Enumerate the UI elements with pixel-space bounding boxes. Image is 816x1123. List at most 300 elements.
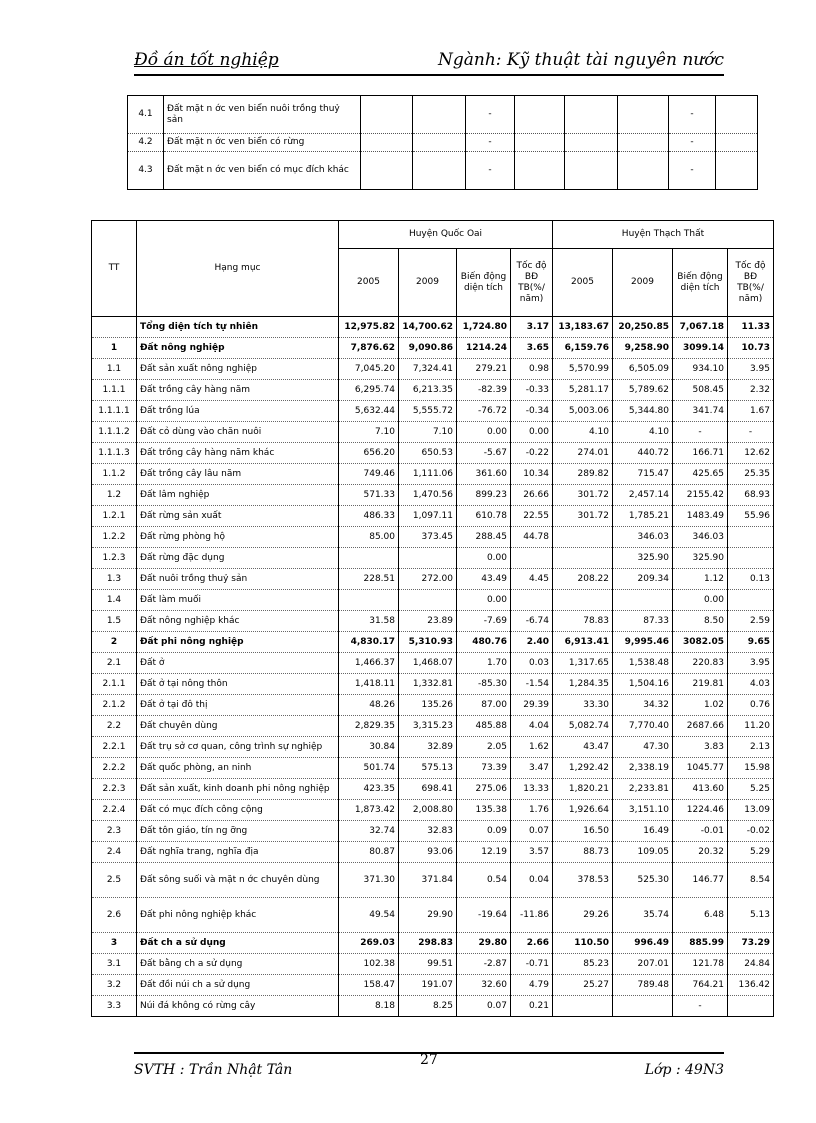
row-name: Đất ch a sử dụng bbox=[137, 933, 339, 954]
row-code: 1.2 bbox=[92, 485, 137, 506]
row-name: Đất mặt n ớc ven biển có mục đích khác bbox=[164, 152, 361, 190]
value-cell: 1,785.21 bbox=[613, 506, 673, 527]
row-code: 3.1 bbox=[92, 954, 137, 975]
value-cell: 32.60 bbox=[457, 975, 511, 996]
value-cell: 996.49 bbox=[613, 933, 673, 954]
row-name: Đất tôn giáo, tín ng ỡng bbox=[137, 821, 339, 842]
value-cell: 99.51 bbox=[399, 954, 457, 975]
value-cell: -0.34 bbox=[511, 401, 553, 422]
value-cell: 423.35 bbox=[339, 779, 399, 800]
value-cell: 11.20 bbox=[728, 716, 774, 737]
value-cell: 3,151.10 bbox=[613, 800, 673, 821]
value-cell: 8.50 bbox=[673, 611, 728, 632]
table-row bbox=[128, 96, 758, 134]
value-cell: 1,468.07 bbox=[399, 653, 457, 674]
value-cell: 29.80 bbox=[457, 933, 511, 954]
value-cell bbox=[361, 96, 413, 134]
value-cell: 899.23 bbox=[457, 485, 511, 506]
value-cell: 9,258.90 bbox=[613, 338, 673, 359]
value-cell: 1,097.11 bbox=[399, 506, 457, 527]
value-cell: 4.79 bbox=[511, 975, 553, 996]
value-cell: 13.33 bbox=[511, 779, 553, 800]
value-cell: 2.32 bbox=[728, 380, 774, 401]
value-cell: - bbox=[466, 134, 515, 152]
table-row bbox=[92, 548, 774, 569]
header-quoc-oai: Huyện Quốc Oai bbox=[339, 221, 553, 249]
row-code: 1.1 bbox=[92, 359, 137, 380]
value-cell: 789.48 bbox=[613, 975, 673, 996]
value-cell: 371.84 bbox=[399, 863, 457, 898]
table-row bbox=[92, 898, 774, 933]
value-cell: 575.13 bbox=[399, 758, 457, 779]
row-code: 2 bbox=[92, 632, 137, 653]
value-cell: 5,789.62 bbox=[613, 380, 673, 401]
table-row bbox=[92, 527, 774, 548]
value-cell: 275.06 bbox=[457, 779, 511, 800]
row-name: Đất phi nông nghiệp khác bbox=[137, 898, 339, 933]
row-code bbox=[92, 317, 137, 338]
row-code: 2.3 bbox=[92, 821, 137, 842]
row-code: 1.2.2 bbox=[92, 527, 137, 548]
value-cell bbox=[613, 996, 673, 1017]
value-cell: 55.96 bbox=[728, 506, 774, 527]
value-cell: -0.02 bbox=[728, 821, 774, 842]
value-cell: 4.45 bbox=[511, 569, 553, 590]
value-cell: -76.72 bbox=[457, 401, 511, 422]
row-code: 1.3 bbox=[92, 569, 137, 590]
value-cell: 4.10 bbox=[613, 422, 673, 443]
value-cell: 8.18 bbox=[339, 996, 399, 1017]
row-code: 2.1.1 bbox=[92, 674, 137, 695]
value-cell: 2.40 bbox=[511, 632, 553, 653]
value-cell: 288.45 bbox=[457, 527, 511, 548]
value-cell: 1,466.37 bbox=[339, 653, 399, 674]
value-cell: 44.78 bbox=[511, 527, 553, 548]
value-cell: 1,284.35 bbox=[553, 674, 613, 695]
value-cell: 1045.77 bbox=[673, 758, 728, 779]
row-name: Đất rừng sản xuất bbox=[137, 506, 339, 527]
value-cell: 208.22 bbox=[553, 569, 613, 590]
value-cell: 650.53 bbox=[399, 443, 457, 464]
value-cell: 0.07 bbox=[511, 821, 553, 842]
value-cell: 1.67 bbox=[728, 401, 774, 422]
value-cell: 4.10 bbox=[553, 422, 613, 443]
value-cell: 146.77 bbox=[673, 863, 728, 898]
value-cell: 1,820.21 bbox=[553, 779, 613, 800]
value-cell: 3082.05 bbox=[673, 632, 728, 653]
value-cell: 8.25 bbox=[399, 996, 457, 1017]
land-use-table bbox=[91, 220, 774, 1017]
value-cell: 207.01 bbox=[613, 954, 673, 975]
value-cell: 80.87 bbox=[339, 842, 399, 863]
row-code: 1.1.1.1 bbox=[92, 401, 137, 422]
value-cell bbox=[565, 96, 618, 134]
header-hang-muc: Hạng mục bbox=[137, 221, 339, 317]
value-cell bbox=[511, 548, 553, 569]
value-cell: 289.82 bbox=[553, 464, 613, 485]
value-cell bbox=[716, 134, 758, 152]
value-cell: 764.21 bbox=[673, 975, 728, 996]
value-cell bbox=[553, 996, 613, 1017]
value-cell: 1.02 bbox=[673, 695, 728, 716]
value-cell: 0.98 bbox=[511, 359, 553, 380]
row-name: Đất ở bbox=[137, 653, 339, 674]
value-cell: 78.83 bbox=[553, 611, 613, 632]
value-cell: 22.55 bbox=[511, 506, 553, 527]
row-name: Núi đá không có rừng cây bbox=[137, 996, 339, 1017]
row-name: Đất mặt n ớc ven biển nuôi trồng thuỷ sản bbox=[164, 96, 361, 134]
value-cell bbox=[728, 996, 774, 1017]
table-row bbox=[92, 737, 774, 758]
value-cell bbox=[361, 134, 413, 152]
value-cell: -19.64 bbox=[457, 898, 511, 933]
row-name: Đất chuyên dùng bbox=[137, 716, 339, 737]
value-cell: 3.83 bbox=[673, 737, 728, 758]
value-cell: 73.29 bbox=[728, 933, 774, 954]
value-cell: 0.13 bbox=[728, 569, 774, 590]
table-row bbox=[92, 317, 774, 338]
table-row bbox=[92, 422, 774, 443]
value-cell: 0.00 bbox=[457, 590, 511, 611]
header-2009: 2009 bbox=[399, 249, 457, 317]
row-name: Đất bằng ch a sử dụng bbox=[137, 954, 339, 975]
value-cell: 341.74 bbox=[673, 401, 728, 422]
row-name: Đất cỏ dùng vào chăn nuôi bbox=[137, 422, 339, 443]
continuation-table bbox=[127, 95, 758, 190]
value-cell: - bbox=[669, 152, 716, 190]
row-code: 2.5 bbox=[92, 863, 137, 898]
value-cell: 93.06 bbox=[399, 842, 457, 863]
row-name: Đất lâm nghiệp bbox=[137, 485, 339, 506]
value-cell: 749.46 bbox=[339, 464, 399, 485]
header-2005: 2005 bbox=[339, 249, 399, 317]
table-row bbox=[92, 863, 774, 898]
value-cell: 1,504.16 bbox=[613, 674, 673, 695]
value-cell: 87.33 bbox=[613, 611, 673, 632]
value-cell: 32.89 bbox=[399, 737, 457, 758]
value-cell: 1.76 bbox=[511, 800, 553, 821]
value-cell: 3,315.23 bbox=[399, 716, 457, 737]
page-number: 27 bbox=[420, 1052, 438, 1068]
value-cell: 0.04 bbox=[511, 863, 553, 898]
value-cell bbox=[399, 590, 457, 611]
value-cell: 272.00 bbox=[399, 569, 457, 590]
row-code: 2.2.2 bbox=[92, 758, 137, 779]
value-cell: -0.71 bbox=[511, 954, 553, 975]
value-cell: 274.01 bbox=[553, 443, 613, 464]
row-name: Đất làm muối bbox=[137, 590, 339, 611]
value-cell: 9.65 bbox=[728, 632, 774, 653]
value-cell: 4.04 bbox=[511, 716, 553, 737]
header-2009: 2009 bbox=[613, 249, 673, 317]
value-cell: 11.33 bbox=[728, 317, 774, 338]
value-cell bbox=[618, 152, 669, 190]
header-bien-dong: Biến động diện tích bbox=[457, 249, 511, 317]
header-department: Ngành: Kỹ thuật tài nguyên nước bbox=[438, 50, 724, 70]
value-cell: 361.60 bbox=[457, 464, 511, 485]
table-row bbox=[92, 632, 774, 653]
row-name: Đất mặt n ớc ven biển có rừng bbox=[164, 134, 361, 152]
row-code: 1.2.1 bbox=[92, 506, 137, 527]
value-cell bbox=[553, 590, 613, 611]
value-cell: - bbox=[669, 96, 716, 134]
table-row bbox=[92, 611, 774, 632]
value-cell: 5.25 bbox=[728, 779, 774, 800]
value-cell: 35.74 bbox=[613, 898, 673, 933]
table-row bbox=[92, 464, 774, 485]
value-cell: 2,008.80 bbox=[399, 800, 457, 821]
value-cell: 656.20 bbox=[339, 443, 399, 464]
value-cell: 5,632.44 bbox=[339, 401, 399, 422]
value-cell: 30.84 bbox=[339, 737, 399, 758]
row-code: 2.2 bbox=[92, 716, 137, 737]
value-cell: 0.76 bbox=[728, 695, 774, 716]
value-cell: 0.00 bbox=[673, 590, 728, 611]
value-cell: 325.90 bbox=[613, 548, 673, 569]
value-cell: 16.50 bbox=[553, 821, 613, 842]
value-cell: 5,281.17 bbox=[553, 380, 613, 401]
value-cell bbox=[515, 134, 565, 152]
value-cell bbox=[716, 96, 758, 134]
value-cell: 0.00 bbox=[511, 422, 553, 443]
value-cell: 1.62 bbox=[511, 737, 553, 758]
row-name: Đất ở tại đô thị bbox=[137, 695, 339, 716]
page-footer bbox=[134, 1052, 724, 1082]
value-cell bbox=[618, 96, 669, 134]
value-cell: 7,324.41 bbox=[399, 359, 457, 380]
value-cell: 373.45 bbox=[399, 527, 457, 548]
value-cell: - bbox=[466, 152, 515, 190]
value-cell: 6.48 bbox=[673, 898, 728, 933]
header-toc-do: Tốc độ BĐ TB(%/ năm) bbox=[511, 249, 553, 317]
table-row bbox=[92, 800, 774, 821]
value-cell: -0.33 bbox=[511, 380, 553, 401]
value-cell: 88.73 bbox=[553, 842, 613, 863]
value-cell: 3.57 bbox=[511, 842, 553, 863]
value-cell: 7.10 bbox=[399, 422, 457, 443]
value-cell: 7,876.62 bbox=[339, 338, 399, 359]
table-row bbox=[92, 695, 774, 716]
value-cell: 29.90 bbox=[399, 898, 457, 933]
value-cell: 715.47 bbox=[613, 464, 673, 485]
value-cell: 85.00 bbox=[339, 527, 399, 548]
value-cell: 301.72 bbox=[553, 485, 613, 506]
value-cell: 1,926.64 bbox=[553, 800, 613, 821]
row-name: Đất có mục đích công cộng bbox=[137, 800, 339, 821]
value-cell bbox=[413, 152, 466, 190]
row-code: 4.3 bbox=[128, 152, 164, 190]
row-code: 2.2.4 bbox=[92, 800, 137, 821]
value-cell: 23.89 bbox=[399, 611, 457, 632]
table-row bbox=[92, 359, 774, 380]
value-cell: -0.01 bbox=[673, 821, 728, 842]
value-cell: -2.87 bbox=[457, 954, 511, 975]
value-cell: 4.03 bbox=[728, 674, 774, 695]
value-cell: 102.38 bbox=[339, 954, 399, 975]
row-name: Đất nghĩa trang, nghĩa địa bbox=[137, 842, 339, 863]
value-cell: 480.76 bbox=[457, 632, 511, 653]
value-cell: 885.99 bbox=[673, 933, 728, 954]
row-code: 4.1 bbox=[128, 96, 164, 134]
value-cell: 13,183.67 bbox=[553, 317, 613, 338]
value-cell: 29.39 bbox=[511, 695, 553, 716]
value-cell: 571.33 bbox=[339, 485, 399, 506]
value-cell: -11.86 bbox=[511, 898, 553, 933]
value-cell: 12,975.82 bbox=[339, 317, 399, 338]
value-cell: 43.47 bbox=[553, 737, 613, 758]
value-cell: 32.74 bbox=[339, 821, 399, 842]
value-cell bbox=[553, 527, 613, 548]
value-cell: 698.41 bbox=[399, 779, 457, 800]
row-code: 2.1 bbox=[92, 653, 137, 674]
value-cell: 20.32 bbox=[673, 842, 728, 863]
value-cell: 325.90 bbox=[673, 548, 728, 569]
table-row bbox=[128, 134, 758, 152]
value-cell: 485.88 bbox=[457, 716, 511, 737]
value-cell: 7,067.18 bbox=[673, 317, 728, 338]
row-code: 4.2 bbox=[128, 134, 164, 152]
value-cell bbox=[728, 527, 774, 548]
table-row bbox=[92, 954, 774, 975]
row-name: Đất phi nông nghiệp bbox=[137, 632, 339, 653]
page-header bbox=[134, 50, 724, 76]
table-row bbox=[92, 569, 774, 590]
header-thach-that: Huyện Thạch Thất bbox=[553, 221, 774, 249]
row-code: 1.5 bbox=[92, 611, 137, 632]
value-cell: 5,310.93 bbox=[399, 632, 457, 653]
value-cell: 413.60 bbox=[673, 779, 728, 800]
value-cell: 191.07 bbox=[399, 975, 457, 996]
row-name: Đất nông nghiệp khác bbox=[137, 611, 339, 632]
value-cell bbox=[613, 590, 673, 611]
value-cell: 25.27 bbox=[553, 975, 613, 996]
value-cell: 346.03 bbox=[613, 527, 673, 548]
value-cell: 10.73 bbox=[728, 338, 774, 359]
value-cell: 1,873.42 bbox=[339, 800, 399, 821]
row-code: 1.1.2 bbox=[92, 464, 137, 485]
value-cell: 7,045.20 bbox=[339, 359, 399, 380]
table-row bbox=[92, 779, 774, 800]
value-cell: 121.78 bbox=[673, 954, 728, 975]
value-cell bbox=[413, 134, 466, 152]
row-code: 2.2.3 bbox=[92, 779, 137, 800]
value-cell bbox=[399, 548, 457, 569]
value-cell bbox=[553, 548, 613, 569]
value-cell: 4,830.17 bbox=[339, 632, 399, 653]
table-row bbox=[92, 653, 774, 674]
value-cell: 26.66 bbox=[511, 485, 553, 506]
value-cell: 1,317.65 bbox=[553, 653, 613, 674]
row-name: Đất trụ sở cơ quan, công trình sự nghiệp bbox=[137, 737, 339, 758]
value-cell: 486.33 bbox=[339, 506, 399, 527]
value-cell: 136.42 bbox=[728, 975, 774, 996]
value-cell: 10.34 bbox=[511, 464, 553, 485]
table-row bbox=[92, 716, 774, 737]
value-cell: 3.65 bbox=[511, 338, 553, 359]
value-cell bbox=[361, 152, 413, 190]
table-row bbox=[92, 506, 774, 527]
value-cell: 0.00 bbox=[457, 422, 511, 443]
table-row bbox=[92, 996, 774, 1017]
value-cell: 2.66 bbox=[511, 933, 553, 954]
row-code: 1.1.1.2 bbox=[92, 422, 137, 443]
row-code: 3 bbox=[92, 933, 137, 954]
value-cell: 1,470.56 bbox=[399, 485, 457, 506]
value-cell: 20,250.85 bbox=[613, 317, 673, 338]
value-cell: 1,538.48 bbox=[613, 653, 673, 674]
value-cell: 508.45 bbox=[673, 380, 728, 401]
row-code: 1.1.1 bbox=[92, 380, 137, 401]
value-cell: 301.72 bbox=[553, 506, 613, 527]
row-code: 2.2.1 bbox=[92, 737, 137, 758]
value-cell: -7.69 bbox=[457, 611, 511, 632]
value-cell: 0.03 bbox=[511, 653, 553, 674]
value-cell: 5,082.74 bbox=[553, 716, 613, 737]
row-name: Đất quốc phòng, an ninh bbox=[137, 758, 339, 779]
value-cell: 158.47 bbox=[339, 975, 399, 996]
value-cell bbox=[728, 590, 774, 611]
value-cell bbox=[565, 134, 618, 152]
value-cell: - bbox=[669, 134, 716, 152]
table-row bbox=[128, 152, 758, 190]
value-cell: 219.81 bbox=[673, 674, 728, 695]
value-cell: 2155.42 bbox=[673, 485, 728, 506]
value-cell: 934.10 bbox=[673, 359, 728, 380]
value-cell: 209.34 bbox=[613, 569, 673, 590]
row-name: Đất trồng lúa bbox=[137, 401, 339, 422]
value-cell: 425.65 bbox=[673, 464, 728, 485]
value-cell: 6,159.76 bbox=[553, 338, 613, 359]
table-row bbox=[92, 674, 774, 695]
row-name: Đất sản xuất nông nghiệp bbox=[137, 359, 339, 380]
value-cell: 1,332.81 bbox=[399, 674, 457, 695]
value-cell: 6,505.09 bbox=[613, 359, 673, 380]
value-cell: 6,295.74 bbox=[339, 380, 399, 401]
value-cell: 1,292.42 bbox=[553, 758, 613, 779]
value-cell: 269.03 bbox=[339, 933, 399, 954]
value-cell bbox=[413, 96, 466, 134]
value-cell: 3.17 bbox=[511, 317, 553, 338]
value-cell: 12.19 bbox=[457, 842, 511, 863]
value-cell: -85.30 bbox=[457, 674, 511, 695]
value-cell: 109.05 bbox=[613, 842, 673, 863]
row-name: Đất ở tại nông thôn bbox=[137, 674, 339, 695]
value-cell: 135.26 bbox=[399, 695, 457, 716]
value-cell: 2,457.14 bbox=[613, 485, 673, 506]
value-cell: 32.83 bbox=[399, 821, 457, 842]
table-row bbox=[92, 380, 774, 401]
row-code: 1.2.3 bbox=[92, 548, 137, 569]
table-row bbox=[92, 590, 774, 611]
value-cell: 371.30 bbox=[339, 863, 399, 898]
value-cell: -1.54 bbox=[511, 674, 553, 695]
value-cell: 220.83 bbox=[673, 653, 728, 674]
value-cell: 48.26 bbox=[339, 695, 399, 716]
value-cell: 14,700.62 bbox=[399, 317, 457, 338]
value-cell: 5,003.06 bbox=[553, 401, 613, 422]
value-cell: 6,213.35 bbox=[399, 380, 457, 401]
value-cell: -82.39 bbox=[457, 380, 511, 401]
value-cell bbox=[565, 152, 618, 190]
row-code: 3.3 bbox=[92, 996, 137, 1017]
row-code: 2.6 bbox=[92, 898, 137, 933]
value-cell: 110.50 bbox=[553, 933, 613, 954]
header-2005: 2005 bbox=[553, 249, 613, 317]
value-cell: 24.84 bbox=[728, 954, 774, 975]
header-title: Đồ án tốt nghiệp bbox=[134, 50, 279, 70]
row-name: Đất trồng cây lâu năm bbox=[137, 464, 339, 485]
row-code: 3.2 bbox=[92, 975, 137, 996]
